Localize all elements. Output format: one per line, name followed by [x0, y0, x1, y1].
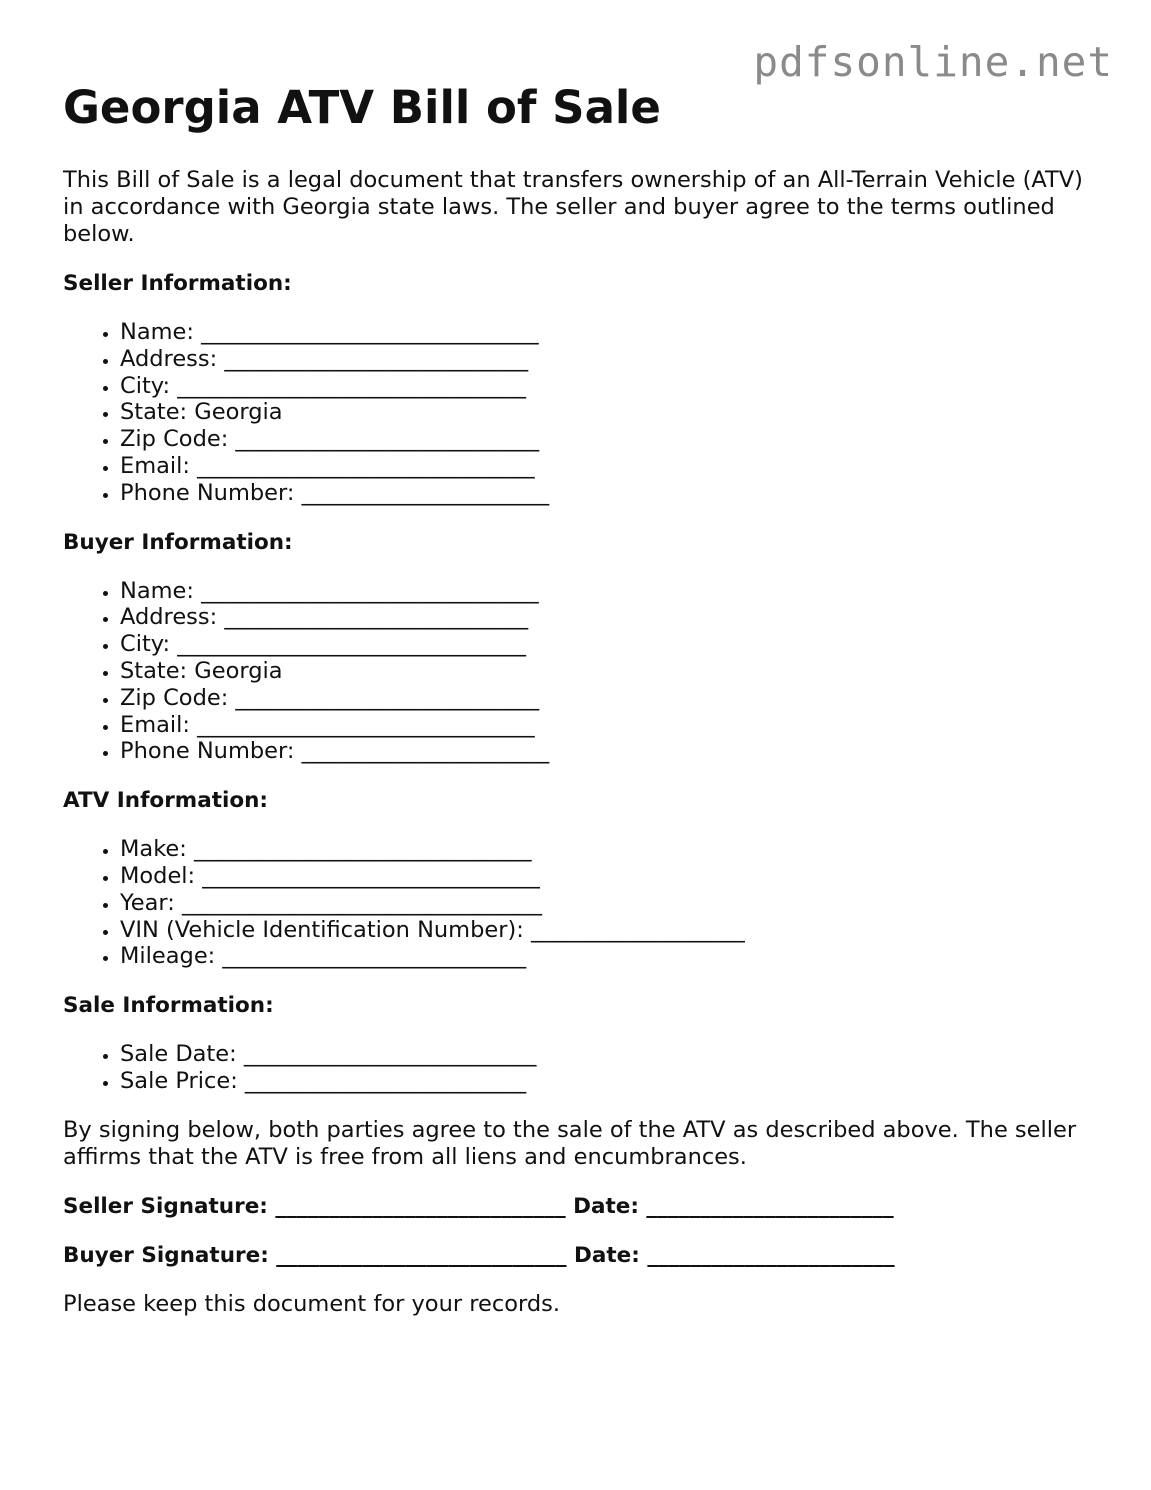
- atv-model-field[interactable]: • Model: ______________________________: [120, 863, 1093, 890]
- seller-email-field[interactable]: • Email: ______________________________: [120, 453, 1093, 480]
- intro-paragraph: This Bill of Sale is a legal document that transfers ownership of an All-Terrain Vehicle (ATV) in accordance with Georgia state laws. The seller and buyer agree to the terms outlined below.: [63, 167, 1083, 247]
- seller-address-field[interactable]: • Address: ___________________________: [120, 346, 1093, 373]
- buyer-address-field[interactable]: • Address: ___________________________: [120, 604, 1093, 631]
- sale-section-heading: Sale Information:: [63, 993, 274, 1019]
- buyer-email-field[interactable]: • Email: ______________________________: [120, 712, 1093, 739]
- sale-date-field[interactable]: • Sale Date: __________________________: [120, 1041, 1093, 1068]
- watermark: pdfsonline.net: [753, 38, 1113, 86]
- atv-mileage-field[interactable]: • Mileage: ___________________________: [120, 943, 1093, 970]
- seller-name-field[interactable]: • Name: ______________________________: [120, 319, 1093, 346]
- buyer-city-field[interactable]: • City: _______________________________: [120, 631, 1093, 658]
- closing-note: Please keep this document for your records.: [63, 1290, 560, 1317]
- seller-state-field: • State: Georgia: [120, 399, 1093, 426]
- sale-info-list: [63, 1041, 1093, 1095]
- document-title: Georgia ATV Bill of Sale: [63, 81, 661, 134]
- seller-phone-field[interactable]: • Phone Number: ______________________: [120, 480, 1093, 507]
- seller-city-field[interactable]: • City: _______________________________: [120, 373, 1093, 400]
- atv-make-field[interactable]: • Make: ______________________________: [120, 836, 1093, 863]
- atv-info-list: [63, 836, 1093, 970]
- agreement-statement: By signing below, both parties agree to the sale of the ATV as described above. The seller affirms that the ATV is free from all liens and encumbrances.: [63, 1116, 1077, 1170]
- sale-price-field[interactable]: • Sale Price: _________________________: [120, 1068, 1093, 1095]
- seller-info-list: [63, 319, 1093, 507]
- buyer-name-field[interactable]: • Name: ______________________________: [120, 578, 1093, 605]
- buyer-info-list: [63, 578, 1093, 766]
- buyer-zip-field[interactable]: • Zip Code: ___________________________: [120, 685, 1093, 712]
- atv-vin-field[interactable]: • VIN (Vehicle Identification Number): ___________________: [120, 917, 1093, 944]
- buyer-state-field: • State: Georgia: [120, 658, 1093, 685]
- buyer-phone-field[interactable]: • Phone Number: ______________________: [120, 738, 1093, 765]
- buyer-signature-line[interactable]: Buyer Signature: ___________________________ Date: _______________________: [63, 1242, 895, 1268]
- atv-year-field[interactable]: • Year: ________________________________: [120, 890, 1093, 917]
- buyer-section-heading: Buyer Information:: [63, 529, 293, 555]
- atv-section-heading: ATV Information:: [63, 788, 269, 814]
- document-page: [63, 80, 1093, 1318]
- seller-signature-line[interactable]: Seller Signature: ___________________________ Date: _______________________: [63, 1193, 894, 1219]
- seller-zip-field[interactable]: • Zip Code: ___________________________: [120, 426, 1093, 453]
- seller-section-heading: Seller Information:: [63, 271, 292, 296]
